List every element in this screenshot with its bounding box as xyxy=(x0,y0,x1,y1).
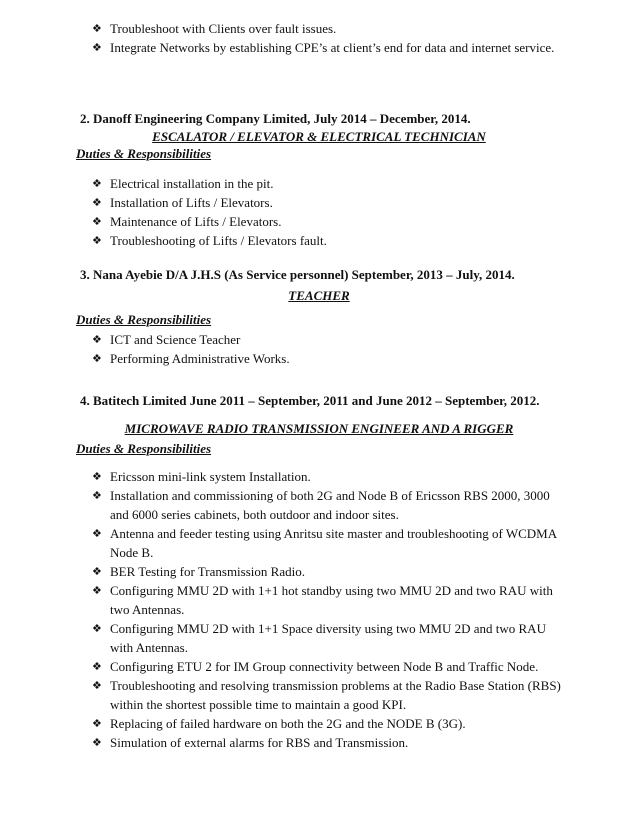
list-item: ❖ Simulation of external alarms for RBS and Transmission. xyxy=(92,735,409,750)
list-item: ❖ Performing Administrative Works. xyxy=(92,351,290,366)
list-item: ❖ Integrate Networks by establishing CPE’s at client’s end for data and internet service. xyxy=(92,40,555,55)
list-item: ❖ Troubleshooting of Lifts / Elevators fault. xyxy=(92,233,327,248)
diamond-bullet-icon: ❖ xyxy=(92,215,102,228)
diamond-bullet-icon: ❖ xyxy=(92,333,102,346)
diamond-bullet-icon: ❖ xyxy=(92,736,102,749)
job-bullet-list xyxy=(92,330,562,368)
list-item: ❖ Ericsson mini-link system Installation. xyxy=(92,469,311,484)
diamond-bullet-icon: ❖ xyxy=(92,470,102,483)
list-item: ❖ Troubleshooting and resolving transmission problems at the Radio Base Station (RBS) within the shortest possible time to maintain a good KPI. xyxy=(92,678,561,712)
diamond-bullet-icon: ❖ xyxy=(92,527,102,540)
list-item: ❖ BER Testing for Transmission Radio. xyxy=(92,564,305,579)
list-item: ❖ Configuring MMU 2D with 1+1 Space diversity using two MMU 2D and two RAU with Antennas. xyxy=(92,621,546,655)
list-item: ❖ Electrical installation in the pit. xyxy=(92,176,274,191)
diamond-bullet-icon: ❖ xyxy=(92,679,102,692)
list-item: ❖ Replacing of failed hardware on both the 2G and the NODE B (3G). xyxy=(92,716,466,731)
top-bullet-list xyxy=(92,19,562,57)
diamond-bullet-icon: ❖ xyxy=(92,196,102,209)
job-bullet-list xyxy=(92,467,570,752)
list-item: ❖ Troubleshoot with Clients over fault issues. xyxy=(92,21,337,36)
job-heading: 2. Danoff Engineering Company Limited, July 2014 – December, 2014. xyxy=(80,111,471,126)
job-role: ESCALATOR / ELEVATOR & ELECTRICAL TECHNICIAN xyxy=(152,129,486,144)
list-item: ❖ Maintenance of Lifts / Elevators. xyxy=(92,214,282,229)
list-item: ❖ ICT and Science Teacher xyxy=(92,332,241,347)
duties-heading: Duties & Responsibilities xyxy=(76,312,212,327)
diamond-bullet-icon: ❖ xyxy=(92,234,102,247)
list-item: ❖ Configuring ETU 2 for IM Group connectivity between Node B and Traffic Node. xyxy=(92,659,539,674)
diamond-bullet-icon: ❖ xyxy=(92,622,102,635)
list-item: ❖ Antenna and feeder testing using Anritsu site master and troubleshooting of WCDMA Node B. xyxy=(92,526,557,560)
duties-heading: Duties & Responsibilities xyxy=(76,441,212,456)
duties-heading: Duties & Responsibilities xyxy=(76,146,212,161)
list-item: ❖ Installation of Lifts / Elevators. xyxy=(92,195,273,210)
diamond-bullet-icon: ❖ xyxy=(92,584,102,597)
job-heading: 3. Nana Ayebie D/A J.H.S (As Service personnel) September, 2013 – July, 2014. xyxy=(80,267,515,282)
job-heading: 4. Batitech Limited June 2011 – September, 2011 and June 2012 – September, 2012. xyxy=(80,393,540,408)
diamond-bullet-icon: ❖ xyxy=(92,489,102,502)
diamond-bullet-icon: ❖ xyxy=(92,177,102,190)
job-bullet-list xyxy=(92,174,562,250)
list-item: ❖ Configuring MMU 2D with 1+1 hot standby using two MMU 2D and two RAU with two Antennas. xyxy=(92,583,553,617)
job-role: MICROWAVE RADIO TRANSMISSION ENGINEER AND A RIGGER xyxy=(124,421,514,436)
diamond-bullet-icon: ❖ xyxy=(92,565,102,578)
diamond-bullet-icon: ❖ xyxy=(92,660,102,673)
diamond-bullet-icon: ❖ xyxy=(92,717,102,730)
diamond-bullet-icon: ❖ xyxy=(92,41,102,54)
list-item: ❖ Installation and commissioning of both 2G and Node B of Ericsson RBS 2000, 3000 and 6000 series cabinets, both outdoor and indoor sites. xyxy=(92,488,550,522)
diamond-bullet-icon: ❖ xyxy=(92,352,102,365)
job-role: TEACHER xyxy=(288,288,350,303)
diamond-bullet-icon: ❖ xyxy=(92,22,102,35)
